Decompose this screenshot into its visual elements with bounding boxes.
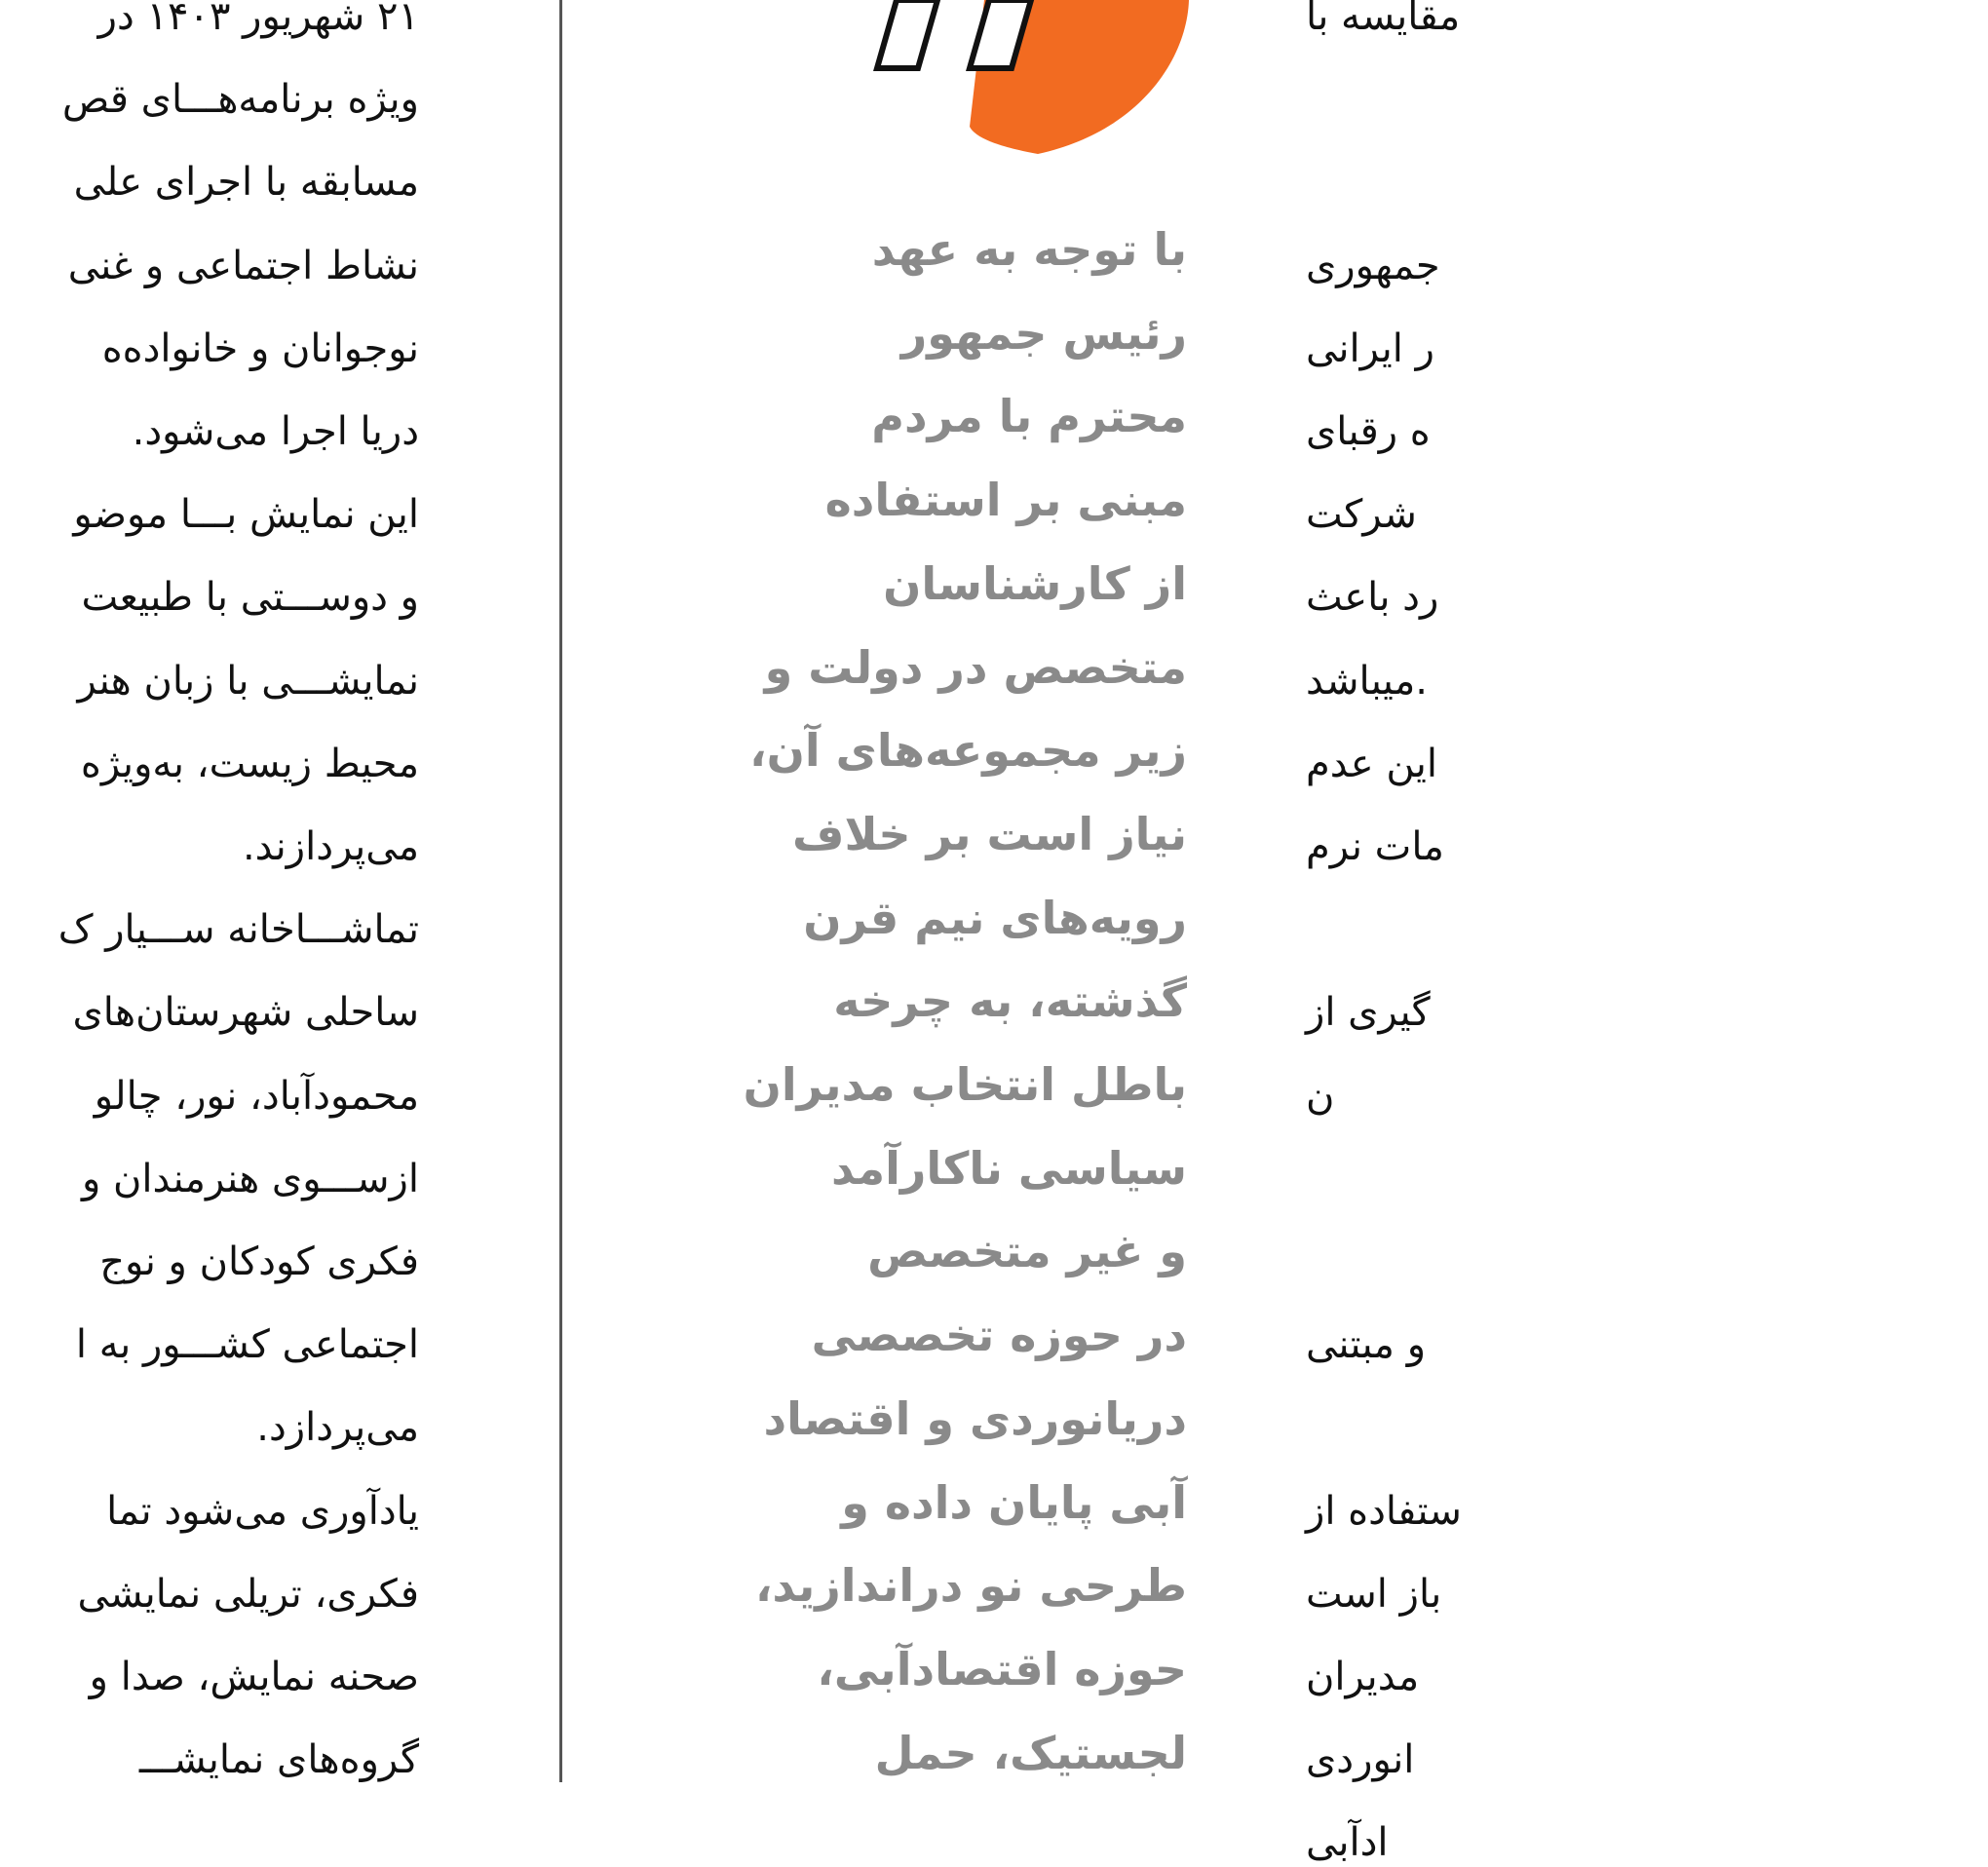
right-column-line: ن — [1306, 1073, 1335, 1119]
pull-quote-line: گذشته، به چرخه — [833, 974, 1187, 1028]
right-column-line: مات نرم — [1306, 824, 1444, 869]
left-column-line: صحنه نمایش، صدا و — [89, 1655, 419, 1699]
left-column-line: مسابقه با اجرای علی — [73, 160, 419, 206]
right-column-line: مدیران — [1306, 1655, 1420, 1699]
left-column-line: فکری کودکان و نوج — [99, 1239, 419, 1284]
pull-quote-line: زیر مجموعه‌های آن، — [749, 724, 1187, 778]
right-column-line: رد باعث — [1306, 575, 1439, 621]
right-column-line: باز است — [1306, 1571, 1442, 1617]
right-column-line: جمهوری — [1306, 243, 1440, 288]
right-column-line: و مبتنی — [1306, 1322, 1427, 1368]
right-article-column — [1306, 0, 1462, 1866]
pull-quote-line: محترم با مردم — [871, 390, 1187, 443]
orange-logo-graphic — [877, 0, 1199, 156]
pull-quote-line: و غیر متخصص — [867, 1225, 1187, 1278]
pull-quote-line: متخصص در دولت و — [764, 640, 1187, 694]
pull-quote-line: آبی پایان داده و — [841, 1475, 1187, 1529]
right-column-line: انوردی — [1306, 1737, 1415, 1783]
left-article-column — [0, 0, 419, 1782]
column-divider — [559, 0, 562, 1782]
left-column-line: محمودآباد، نور، چالو — [94, 1073, 419, 1119]
left-column-line: و دوســـتی با طبیعت — [81, 575, 419, 621]
pull-quote-line: باطل انتخاب مدیران — [743, 1058, 1187, 1112]
pull-quote-line: مبنی بر استفاده — [824, 474, 1187, 527]
right-column-line: شرکت — [1306, 492, 1417, 538]
left-column-line: ازســـوی هنرمندان و — [81, 1156, 419, 1201]
pull-quote-line: دریانوردی و اقتصاد — [763, 1391, 1187, 1445]
left-column-line: تماشـــاخانه ســـیار ک — [57, 907, 419, 953]
left-column-line: ۲۱ شهریور ۱۴۰۳ در — [97, 0, 419, 39]
left-column-line: دریا اجرا می‌شود. — [132, 409, 419, 454]
left-column-line: محیط زیست، به‌ویژه — [80, 741, 419, 786]
pull-quote-line: از کارشناسان — [883, 556, 1187, 610]
left-column-line: می‌پردازد. — [256, 1405, 419, 1451]
pull-quote-line: رئیس جمهور — [900, 306, 1187, 360]
right-column-line: گیری از — [1306, 990, 1431, 1036]
left-column-line: گروه‌های نمایشـــ — [138, 1737, 419, 1783]
right-column-line: ادآبی — [1306, 1820, 1389, 1866]
left-column-line: اجتماعی کشـــور به ا — [75, 1322, 419, 1368]
pull-quote-line: حوزه اقتصادآبی، — [817, 1642, 1187, 1696]
pull-quote-line: رویه‌های نیم قرن — [803, 891, 1187, 944]
left-column-line: نشاط اجتماعی و غنی — [67, 243, 419, 288]
left-column-line: یادآوری می‌شود تما — [106, 1488, 419, 1534]
pull-quote-line: سیاسی ناکارآمد — [831, 1141, 1187, 1195]
left-column-line: ویژه برنامه‌هـــای قص — [61, 77, 419, 123]
left-column-line: فکری، تریلی نمایشی — [77, 1571, 419, 1617]
pull-quote-line: طرحی نو دراندازید، — [754, 1559, 1187, 1613]
pull-quote-line: لجستیک، حمل — [874, 1726, 1187, 1779]
left-column-line: این نمایش بـــا موضو — [73, 492, 419, 538]
right-column-line: مقایسه با — [1306, 0, 1461, 39]
right-column-line: ه رقبای — [1306, 409, 1431, 454]
left-column-line: ساحلی شهرستان‌های — [72, 990, 419, 1036]
right-column-line: ستفاده از — [1306, 1488, 1462, 1534]
left-column-line: نمایشـــی با زبان هنر — [77, 658, 419, 704]
left-column-line: نوجوانان و خانواده‌ه — [101, 325, 419, 371]
pull-quote — [739, 209, 1187, 1795]
right-column-line: این عدم — [1306, 741, 1438, 786]
pull-quote-line: با توجه به عهد — [871, 223, 1187, 276]
pull-quote-line: در حوزه تخصصی — [811, 1309, 1187, 1362]
right-column-line: میباشد. — [1306, 658, 1428, 704]
pull-quote-line: نیاز است بر خلاف — [792, 807, 1187, 860]
logo-slash-1 — [877, 0, 937, 68]
right-column-line: ر ایرانی — [1306, 325, 1434, 371]
left-column-line: می‌پردازند. — [242, 824, 419, 869]
